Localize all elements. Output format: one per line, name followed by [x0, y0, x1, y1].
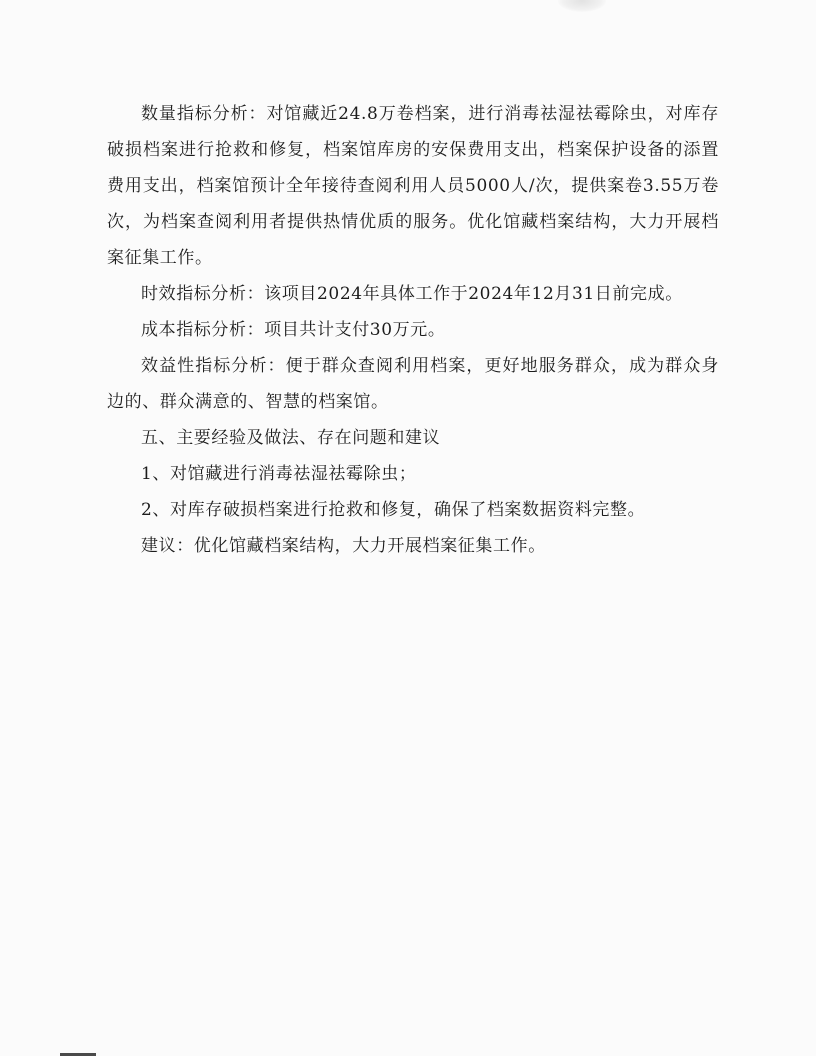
suggestion-paragraph: 建议：优化馆藏档案结构，大力开展档案征集工作。 [141, 536, 546, 556]
experience-item-2: 2、对库存破损档案进行抢救和修复，确保了档案数据资料完整。 [141, 500, 646, 520]
benefit-indicator-paragraph: 效益性指标分析：便于群众查阅利用档案，更好地服务群众，成为群众身边的、群众满意的、智慧的档案馆。 [107, 356, 719, 412]
document-body [107, 96, 719, 564]
section-heading: 五、主要经验及做法、存在问题和建议 [141, 428, 441, 448]
cost-indicator-paragraph: 成本指标分析：项目共计支付30万元。 [141, 320, 446, 340]
quantity-indicator-paragraph: 数量指标分析：对馆藏近24.8万卷档案，进行消毒祛湿祛霉除虫，对库存破损档案进行抢救和修复，档案馆库房的安保费用支出，档案保护设备的添置费用支出，档案馆预计全年接待查阅利用人员5000人/次，提供案卷3.55万卷次，为档案查阅利用者提供热情优质的服务。优化馆藏档案结构，大力开展档案征集工作。 [107, 104, 719, 268]
experience-item-1: 1、对馆藏进行消毒祛湿祛霉除虫； [141, 464, 417, 484]
timeliness-indicator-paragraph: 时效指标分析：该项目2024年具体工作于2024年12月31日前完成。 [141, 284, 683, 304]
scan-artifact [558, 0, 606, 12]
